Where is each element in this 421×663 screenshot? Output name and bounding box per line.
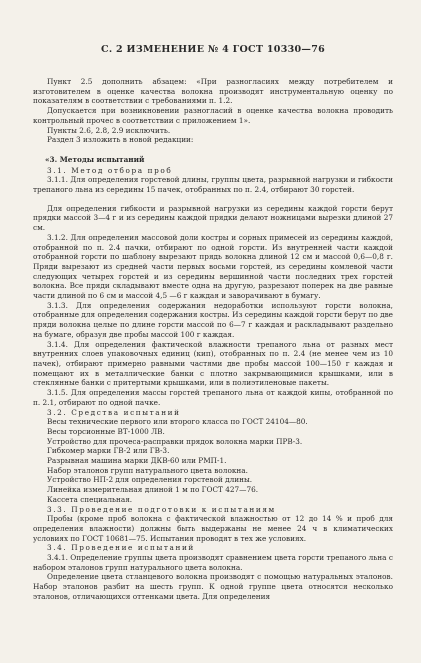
list-item: Весы торсионные ВТ-1000 ЛВ. (47, 426, 165, 436)
section-heading: «3. Методы испытаний (45, 154, 145, 164)
paragraph: Допускается при возникновении разногласий в оценке качества волокна проводить контрольный прочес в соответствии с приложением 1». (33, 106, 393, 125)
list-item: Устройство НП-2 для определения горстевой длины. (47, 475, 253, 485)
subsection-heading: 3.1. Метод отбора проб (47, 165, 173, 175)
paragraph: Пункты 2.6, 2.8, 2.9 исключить. (47, 125, 171, 135)
paragraph: 3.4.1. Определение группы цвета производят сравнением цвета горсти трепаного льна с набором эталонов групп натурального цвета волокна. (33, 553, 393, 572)
paragraph: Пункт 2.5 дополнить абзацем: «При разногласиях между потребителем и изготовителем в оценке качества волокна производят инструментальную оценку по показателям в соответствии с требованиями п. 1.2. (33, 77, 393, 106)
document-body (33, 77, 393, 602)
subsection-heading: 3.3. Проведение подготовки к испытаниям (47, 504, 276, 514)
paragraph: 3.1.4. Для определения фактической влажности трепаного льна от разных мест внутренних слоев упаковочных единиц (кип), отобранных по п. 2.4 (не менее чем из 10 пачек), отбирают примерно равными частями две пробы массой 100—150 г каждая и помещают их в металлические банки с плотно закрывающимися крышками, или в стеклянные банки с притертыми крышками, или в полиэтиленовые пакеты. (33, 339, 393, 388)
paragraph: Пробы (кроме проб волокна с фактической влажностью от 12 до 14 % и проб для определения влажности) должны быть выдержаны не менее 24 ч в климатических условиях по ГОСТ 10681—75. Испытания проводят в тех же условиях. (33, 514, 393, 543)
paragraph: Для определения гибкости и разрывной нагрузки из середины каждой горсти берут прядки массой 3—4 г и из середины каждой прядки делают ножницами вырезки длиной 27 см. (33, 203, 393, 233)
list-item: Весы технические первого или второго класса по ГОСТ 24104—80. (47, 417, 308, 427)
list-item: Набор эталонов групп натурального цвета волокна. (47, 465, 248, 475)
subsection-heading: 3.4. Проведение испытаний (47, 543, 195, 553)
paragraph: Раздел 3 изложить в новой редакции: (47, 135, 194, 145)
subsection-heading: 3.2. Средства испытаний (47, 407, 181, 417)
list-item: Разрывная машина марки ДКВ-60 или РМП-1. (47, 456, 227, 466)
list-item: Устройство для прочеса-расправки прядок волокна марки ПРВ-3. (47, 436, 303, 446)
page-header: С. 2 ИЗМЕНЕНИЕ № 4 ГОСТ 10330—76 (100, 44, 326, 55)
paragraph: 3.1.1. Для определения горстевой длины, группы цвета, разрывной нагрузки и гибкости трепаного льна из середины 15 пачек, отобранных по п. 2.4, отбирают 30 горстей. (33, 175, 393, 195)
list-item: Гибкомер марки ГВ-2 или ГВ-3. (47, 446, 170, 456)
paragraph: 3.1.5. Для определения массы горстей трепаного льна от каждой кипы, отобранной по п. 2.1, отбирают по одной пачке. (33, 388, 393, 407)
paragraph: 3.1.3. Для определения содержания недоработки используют горсти волокна, отобранные для определения содержания костры. Из середины каждой горсти берут по две пряди волокна целые по длине горсти массой по 6—7 г каждая и раскладывают раздельно на бумаге, образуя две пробы массой 100 г каждая. (33, 300, 393, 339)
list-item: Кассета специальная. (47, 494, 133, 504)
paragraph: Определение цвета стланцевого волокна производят с помощью натуральных эталонов. Набор эталонов разбит на шесть групп. К одной группе цвета относятся несколько эталонов, отличающихся оттенками цвета. Для определения (33, 572, 393, 601)
paragraph: 3.1.2. Для определения массовой доли костры и сорных примесей из середины каждой, отобранной по п. 2.4 пачки, отбирают по одной горсти. Из внутренней части каждой отобранной горсти по шаблону вырезают прядь волокна длиной 12 см и массой 0,6—0,8 г. Пряди вырезают из средней части первых восьми горстей, из середины комлевой части следующих четырех горстей и из середины вершинной части последних трех горстей волокна. Все пряди складывают вместе одна на другую, разрезают поперек на две равные части длиной по 6 см и массой 4,5 —6 г каждая и заворачивают в бумагу. (33, 232, 393, 301)
list-item: Линейка измерительная длиной 1 м по ГОСТ 427—76. (47, 485, 259, 495)
